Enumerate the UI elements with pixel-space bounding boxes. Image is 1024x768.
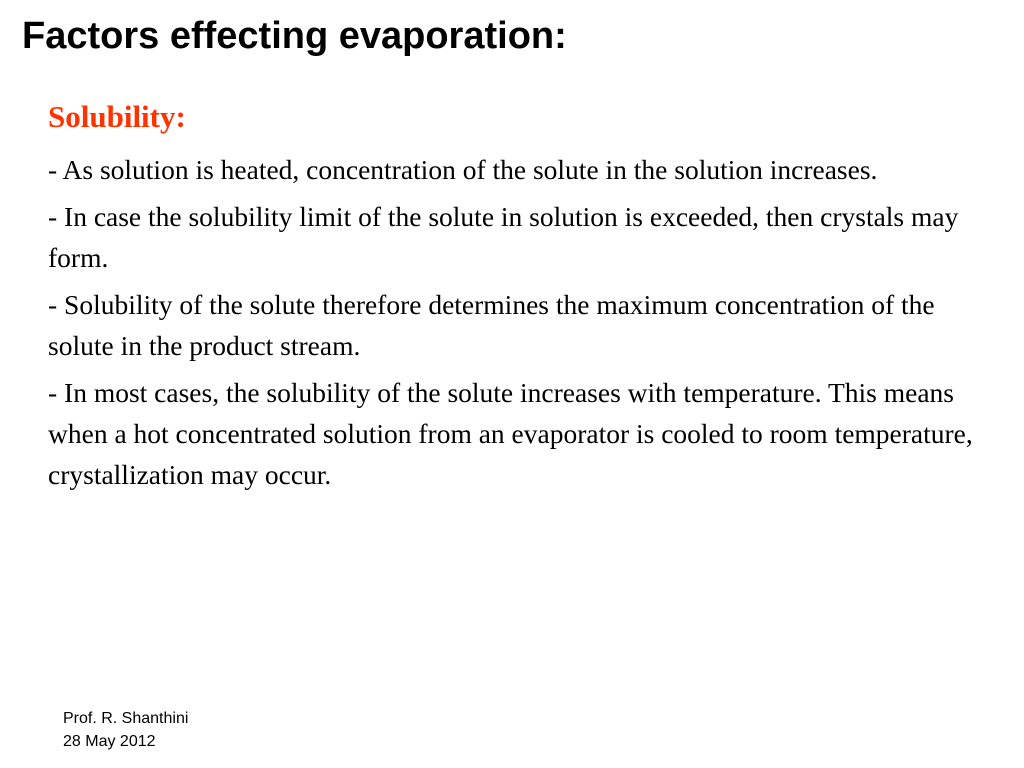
section-heading: Solubility: (48, 99, 186, 134)
bullet-item: - In case the solubility limit of the solute in solution is exceeded, then crystals may form. (48, 201, 959, 274)
bullet-item: - As solution is heated, concentration of the solute in the solution increases. (48, 154, 878, 186)
slide-body (48, 98, 978, 501)
footer-author: Prof. R. Shanthini (63, 710, 189, 727)
slide-footer (63, 707, 188, 753)
bullet-item: - Solubility of the solute therefore determines the maximum concentration of the solute in the product stream. (48, 289, 935, 362)
bullet-item: - In most cases, the solubility of the solute increases with temperature. This means when a hot concentrated solution from an evaporator is cooled to room temperature, crystallization may occur. (48, 377, 973, 491)
footer-date: 28 May 2012 (63, 733, 156, 750)
bullet-list (48, 149, 978, 495)
slide-title: Factors effecting evaporation: (22, 15, 567, 57)
